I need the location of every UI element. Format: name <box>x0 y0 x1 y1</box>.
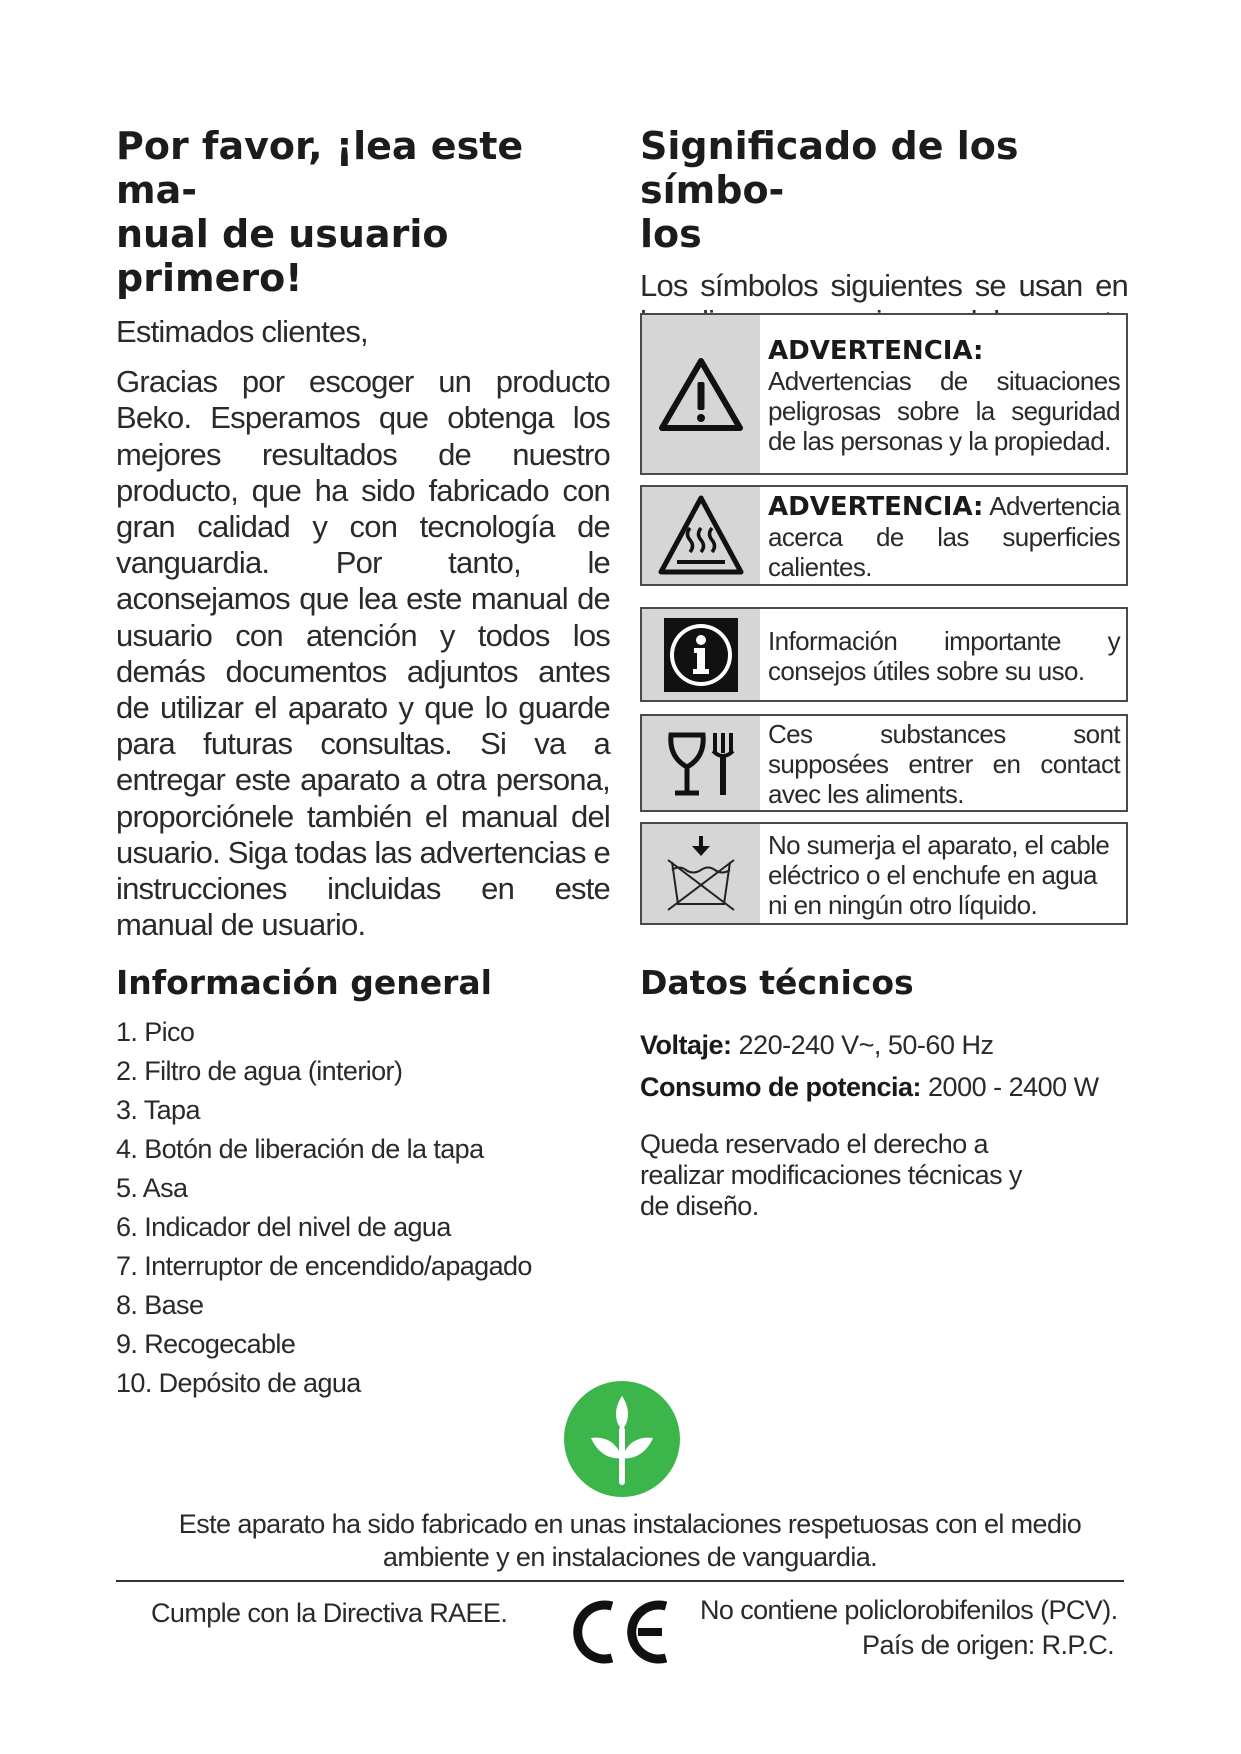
eco-logo <box>563 1380 681 1498</box>
voltage-row <box>640 1025 1128 1065</box>
symbols-heading-line2: los <box>640 212 702 256</box>
power-label: Consumo de potencia: <box>640 1072 922 1102</box>
list-item: 2. Filtro de agua (interior) <box>116 1056 403 1086</box>
list-item: 6. Indicador del nivel de agua <box>116 1212 451 1242</box>
symbol-info-desc: Información importante y consejos útiles sobre su uso. <box>768 625 1120 686</box>
leaf-icon <box>563 1380 681 1498</box>
symbol-warning-label: ADVERTENCIA: <box>768 335 984 366</box>
power-row <box>640 1067 1128 1107</box>
symbol-warning-text <box>760 315 1126 473</box>
symbol-hot-surface-text <box>760 487 1126 584</box>
voltage-label: Voltaje: <box>640 1030 732 1060</box>
list-item: 7. Interruptor de encendido/apagado <box>116 1251 532 1281</box>
symbols-intro: Los símbolos siguientes se usan en <box>640 268 1128 303</box>
voltage-value: 220-240 V~, 50-60 Hz <box>738 1030 994 1060</box>
intro-greeting: Estimados clientes, <box>116 314 368 349</box>
general-heading: Información general <box>116 963 492 1002</box>
list-item: 10. Depósito de agua <box>116 1368 361 1398</box>
technical-heading: Datos técnicos <box>640 963 914 1002</box>
symbol-food-contact <box>640 714 1128 812</box>
symbol-hot-surface <box>640 485 1128 586</box>
list-item: 8. Base <box>116 1290 204 1320</box>
intro-heading <box>116 124 610 300</box>
symbol-food-contact-text <box>760 716 1126 810</box>
warning-triangle-icon <box>642 315 760 473</box>
food-contact-icon <box>642 716 760 810</box>
ce-mark-icon <box>568 1596 678 1668</box>
symbol-info-text <box>760 609 1126 700</box>
info-icon <box>642 609 760 700</box>
pcv-text: No contiene policlorobifenilos (PCV). <box>700 1595 1118 1625</box>
list-item: 5. Asa <box>116 1173 188 1203</box>
intro-section <box>116 124 610 943</box>
symbols-heading <box>640 124 1128 256</box>
technical-section <box>640 963 1128 1222</box>
footer-divider <box>116 1580 1124 1582</box>
intro-heading-line2: nual de usuario primero! <box>116 212 449 300</box>
symbol-hot-surface-desc: Advertencia acerca de las superficies calientes. <box>768 491 1120 582</box>
origin-text: País de origen: R.P.C. <box>862 1630 1114 1660</box>
ce-mark <box>568 1596 678 1668</box>
general-section <box>116 963 610 1403</box>
parts-list <box>116 1013 610 1403</box>
symbol-info <box>640 607 1128 702</box>
list-item: 4. Botón de liberación de la tapa <box>116 1134 484 1164</box>
intro-body: Gracias por escoger un producto Beko. Esperamos que obtenga los mejores resultados de nuestro producto, que ha sido fabricado con gran calidad y con tecnología de vanguardia. Por tanto, le aconsejamos que lea este manual de usuario con atención y todos los demás documentos adjuntos antes de utilizar el aparato y que lo guarde para futuras consultas. Si va a entregar este aparato a otra persona, proporciónele también el manual del usuario. Siga todas las advertencias e instrucciones incluidas en este manual de usuario. <box>116 364 610 943</box>
list-item: 1. Pico <box>116 1017 195 1047</box>
symbol-no-immerse-text <box>760 824 1126 923</box>
symbol-hot-surface-label: ADVERTENCIA: <box>768 492 984 522</box>
technical-note: Queda reservado el derecho a realizar modificaciones técnicas y de diseño. <box>640 1129 1022 1221</box>
list-item: 3. Tapa <box>116 1095 200 1125</box>
symbol-warning <box>640 313 1128 475</box>
power-value: 2000 - 2400 W <box>928 1072 1099 1102</box>
eco-text: Este aparato ha sido fabricado en unas instalaciones respetuosas con el medio ambiente y en instalaciones de vanguardia. <box>178 1509 1082 1572</box>
raee-text: Cumple con la Directiva RAEE. <box>151 1598 508 1628</box>
symbol-food-contact-desc: Ces substances sont supposées entrer en contact avec les aliments. <box>768 719 1120 809</box>
symbol-warning-desc: Advertencias de situaciones peligrosas sobre la seguridad de las personas y la propiedad. <box>768 365 1120 456</box>
symbol-no-immerse-desc: No sumerja el aparato, el cable eléctrico o el enchufe en agua ni en ningún otro líquido. <box>768 829 1110 920</box>
symbols-heading-line1: Significado de los símbo- <box>640 124 1019 212</box>
hot-surface-icon <box>642 487 760 584</box>
symbol-no-immerse <box>640 822 1128 925</box>
intro-heading-line1: Por favor, ¡lea este ma- <box>116 124 524 212</box>
list-item: 9. Recogecable <box>116 1329 296 1359</box>
no-immerse-icon <box>642 824 760 923</box>
